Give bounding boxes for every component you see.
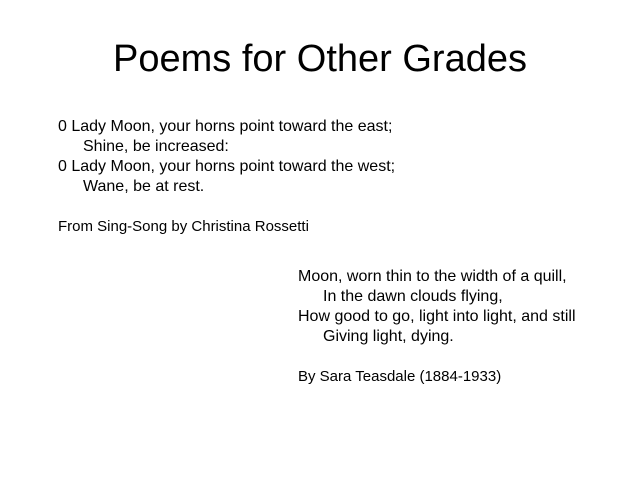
poem-line: Shine, be increased: [83, 138, 229, 155]
poem-line: 0 Lady Moon, your horns point toward the east; [58, 118, 393, 135]
poem-line: In the dawn clouds flying, [323, 288, 503, 305]
poem-line: 0 Lady Moon, your horns point toward the west; [58, 158, 396, 175]
poem-line: How good to go, light into light, and still [298, 308, 576, 325]
poem-line: Wane, be at rest. [83, 178, 205, 195]
poem-attribution-teasdale: By Sara Teasdale (1884-1933) [298, 368, 502, 385]
poem-attribution-rossetti: From Sing-Song by Christina Rossetti [58, 218, 309, 235]
poem-line: Moon, worn thin to the width of a quill, [298, 268, 567, 285]
poem-teasdale [298, 267, 576, 347]
poem-rossetti [58, 117, 395, 197]
poem-line: Giving light, dying. [323, 328, 454, 345]
slide-title: Poems for Other Grades [113, 38, 527, 80]
